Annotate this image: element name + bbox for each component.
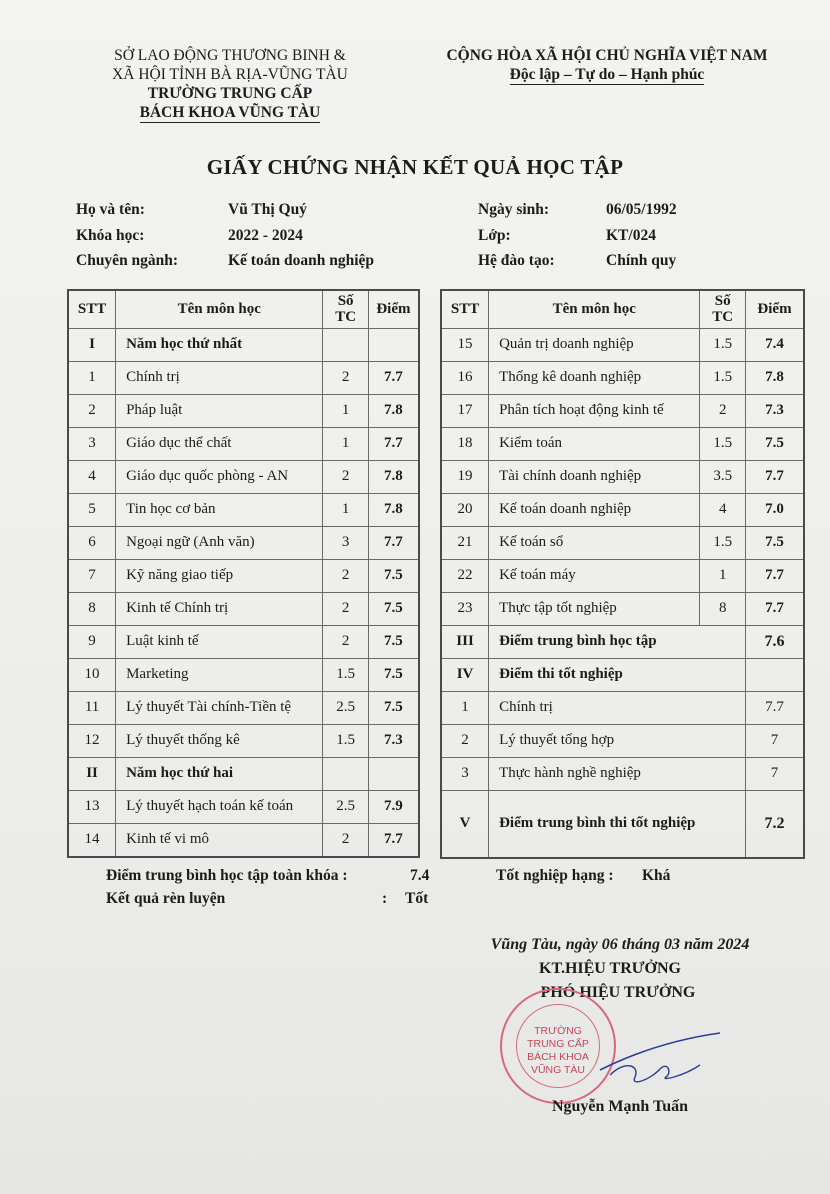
row-subject: Lý thuyết hạch toán kế toán <box>116 790 323 823</box>
row-credits: 3.5 <box>700 460 746 493</box>
row-subject: Chính trị <box>489 691 746 724</box>
issuer-block <box>70 46 390 123</box>
name-label: Họ và tên: <box>76 201 145 218</box>
table-row <box>68 361 419 394</box>
exam-score-empty <box>745 658 804 691</box>
row-subject: Tài chính doanh nghiệp <box>489 460 700 493</box>
header-credits-line-1: Số <box>714 293 731 310</box>
row-credits: 1.5 <box>323 724 368 757</box>
row-stt: 2 <box>441 724 489 757</box>
row-score: 7.7 <box>368 427 419 460</box>
row-stt: 17 <box>441 394 489 427</box>
row-credits: 2.5 <box>323 691 368 724</box>
row-score: 7.7 <box>745 460 804 493</box>
final-label: Điểm trung bình thi tốt nghiệp <box>489 790 746 858</box>
header-stt: STT <box>68 290 116 328</box>
row-score: 7 <box>745 757 804 790</box>
table-row <box>441 526 804 559</box>
row-stt: 3 <box>68 427 116 460</box>
signer-role-2: PHÓ HIỆU TRƯỞNG <box>540 984 696 1001</box>
row-stt: 8 <box>68 592 116 625</box>
final-stt: V <box>441 790 489 858</box>
handwritten-signature <box>590 1025 730 1095</box>
row-score: 7.5 <box>745 427 804 460</box>
header-credits-line-2: TC <box>335 309 357 326</box>
row-stt: 13 <box>68 790 116 823</box>
row-stt: 16 <box>441 361 489 394</box>
row-credits: 1.5 <box>700 328 746 361</box>
row-subject: Kinh tế Chính trị <box>116 592 323 625</box>
row-subject: Lý thuyết Tài chính-Tiền tệ <box>116 691 323 724</box>
dob-label: Ngày sinh: <box>478 201 550 218</box>
row-stt: 3 <box>441 757 489 790</box>
table-row <box>68 625 419 658</box>
row-subject: Ngoại ngữ (Anh văn) <box>116 526 323 559</box>
row-score: 7.0 <box>745 493 804 526</box>
row-stt: 14 <box>68 823 116 857</box>
header-credits-line-1: Số <box>337 293 354 310</box>
row-stt: 15 <box>441 328 489 361</box>
final-row <box>441 790 804 858</box>
table-row <box>441 559 804 592</box>
section-row <box>68 757 419 790</box>
row-credits: 1.5 <box>700 427 746 460</box>
dob-value: 06/05/1992 <box>606 201 677 218</box>
row-subject: Kế toán doanh nghiệp <box>489 493 700 526</box>
row-credits: 8 <box>700 592 746 625</box>
row-subject: Năm học thứ nhất <box>116 328 323 361</box>
exam-stt: IV <box>441 658 489 691</box>
row-subject: Phân tích hoạt động kinh tế <box>489 394 700 427</box>
row-credits: 1.5 <box>323 658 368 691</box>
table-row <box>441 460 804 493</box>
table-header-row <box>441 290 804 328</box>
row-subject: Kỹ năng giao tiếp <box>116 559 323 592</box>
table-row <box>441 427 804 460</box>
row-stt: 21 <box>441 526 489 559</box>
header-credits <box>700 290 746 328</box>
header-score: Điểm <box>368 290 419 328</box>
row-subject: Luật kinh tế <box>116 625 323 658</box>
row-credits: 2 <box>323 361 368 394</box>
header-credits-line-2: TC <box>712 309 734 326</box>
row-subject: Giáo dục quốc phòng - AN <box>116 460 323 493</box>
conduct-value: Tốt <box>405 890 429 907</box>
row-score: 7.5 <box>368 559 419 592</box>
table-row <box>441 493 804 526</box>
row-credits: 4 <box>700 493 746 526</box>
row-stt: 12 <box>68 724 116 757</box>
row-stt: 19 <box>441 460 489 493</box>
row-subject: Chính trị <box>116 361 323 394</box>
row-score: 7.8 <box>368 394 419 427</box>
row-credits: 2 <box>323 823 368 857</box>
row-stt: 4 <box>68 460 116 493</box>
row-score: 7.7 <box>368 361 419 394</box>
row-score: 7.7 <box>745 559 804 592</box>
grades-table-left <box>67 289 420 858</box>
signer-role-1: KT.HIỆU TRƯỞNG <box>539 960 681 977</box>
table-header-row <box>68 290 419 328</box>
table-row <box>441 328 804 361</box>
seal-line-4: VŨNG TÀU <box>530 1064 586 1076</box>
row-credits: 1.5 <box>700 526 746 559</box>
table-row <box>68 823 419 857</box>
row-score: 7.9 <box>368 790 419 823</box>
row-credits: 2 <box>323 625 368 658</box>
issuer-line-1: SỞ LAO ĐỘNG THƯƠNG BINH & <box>114 47 346 64</box>
row-subject: Quản trị doanh nghiệp <box>489 328 700 361</box>
exam-section-row <box>441 658 804 691</box>
section-row <box>68 328 419 361</box>
row-credits: 2 <box>700 394 746 427</box>
row-score: 7.8 <box>368 460 419 493</box>
row-subject: Thực tập tốt nghiệp <box>489 592 700 625</box>
header-credits <box>323 290 368 328</box>
row-score <box>368 328 419 361</box>
row-credits: 2 <box>323 460 368 493</box>
row-stt: 23 <box>441 592 489 625</box>
major-value: Kế toán doanh nghiệp <box>228 252 375 269</box>
row-score: 7.4 <box>745 328 804 361</box>
average-score: 7.6 <box>745 625 804 658</box>
mode-label: Hệ đào tạo: <box>478 252 555 269</box>
overall-label: Điểm trung bình học tập toàn khóa : <box>106 867 348 884</box>
row-credits: 2 <box>323 559 368 592</box>
mode-value: Chính quy <box>606 252 677 269</box>
table-row <box>441 691 804 724</box>
table-row <box>68 427 419 460</box>
header-subject: Tên môn học <box>489 290 700 328</box>
table-row <box>68 592 419 625</box>
table-row <box>441 757 804 790</box>
table-row <box>68 658 419 691</box>
row-subject: Thực hành nghề nghiệp <box>489 757 746 790</box>
table-row <box>68 460 419 493</box>
header-stt: STT <box>441 290 489 328</box>
table-row <box>68 559 419 592</box>
table-row <box>441 724 804 757</box>
national-header <box>412 46 802 85</box>
row-subject: Lý thuyết thống kê <box>116 724 323 757</box>
row-score: 7.7 <box>745 592 804 625</box>
row-score: 7.3 <box>745 394 804 427</box>
row-stt: 9 <box>68 625 116 658</box>
row-subject: Pháp luật <box>116 394 323 427</box>
row-score: 7.5 <box>368 691 419 724</box>
table-row <box>68 790 419 823</box>
name-value: Vũ Thị Quý <box>228 201 307 218</box>
row-subject: Marketing <box>116 658 323 691</box>
table-row <box>441 361 804 394</box>
average-stt: III <box>441 625 489 658</box>
row-score: 7.3 <box>368 724 419 757</box>
row-stt: 5 <box>68 493 116 526</box>
row-subject: Kiểm toán <box>489 427 700 460</box>
row-score: 7.5 <box>368 625 419 658</box>
row-subject: Giáo dục thể chất <box>116 427 323 460</box>
conduct-colon: : <box>382 890 388 907</box>
final-score: 7.2 <box>745 790 804 858</box>
row-credits: 1 <box>323 427 368 460</box>
overall-value: 7.4 <box>410 867 430 884</box>
conduct-label: Kết quả rèn luyện <box>106 890 226 907</box>
row-stt: 7 <box>68 559 116 592</box>
table-row <box>441 394 804 427</box>
row-subject: Kế toán sổ <box>489 526 700 559</box>
rank-label: Tốt nghiệp hạng : <box>496 867 614 884</box>
average-label: Điểm trung bình học tập <box>489 625 746 658</box>
table-row <box>68 493 419 526</box>
row-stt: I <box>68 328 116 361</box>
row-credits: 1 <box>700 559 746 592</box>
table-row <box>68 691 419 724</box>
row-credits: 2 <box>323 592 368 625</box>
header-subject: Tên môn học <box>116 290 323 328</box>
row-stt: 20 <box>441 493 489 526</box>
row-score: 7 <box>745 724 804 757</box>
row-score: 7.7 <box>368 823 419 857</box>
national-title: CỘNG HÒA XÃ HỘI CHỦ NGHĨA VIỆT NAM <box>446 47 768 64</box>
row-stt: 22 <box>441 559 489 592</box>
row-stt: 18 <box>441 427 489 460</box>
seal-line-3: BÁCH KHOA <box>527 1051 589 1063</box>
exam-label: Điểm thi tốt nghiệp <box>489 658 746 691</box>
row-subject: Năm học thứ hai <box>116 757 323 790</box>
issuer-line-2: XÃ HỘI TỈNH BÀ RỊA-VŨNG TÀU <box>112 66 348 83</box>
row-credits: 1.5 <box>700 361 746 394</box>
row-stt: 10 <box>68 658 116 691</box>
row-stt: 2 <box>68 394 116 427</box>
course-label: Khóa học: <box>76 227 145 244</box>
row-score: 7.7 <box>368 526 419 559</box>
row-score: 7.5 <box>368 592 419 625</box>
class-value: KT/024 <box>606 227 656 244</box>
grades-table-right <box>440 289 805 859</box>
major-label: Chuyên ngành: <box>76 252 179 269</box>
row-credits: 1 <box>323 394 368 427</box>
seal-text <box>517 1025 599 1077</box>
row-subject: Thống kê doanh nghiệp <box>489 361 700 394</box>
table-row <box>68 724 419 757</box>
row-score: 7.5 <box>745 526 804 559</box>
row-subject: Lý thuyết tổng hợp <box>489 724 746 757</box>
seal-line-2: TRUNG CẤP <box>527 1038 589 1050</box>
row-subject: Kế toán máy <box>489 559 700 592</box>
issuer-line-4: BÁCH KHOA VŨNG TÀU <box>139 104 321 121</box>
table-row <box>441 592 804 625</box>
row-credits <box>323 328 368 361</box>
issuer-line-3: TRƯỜNG TRUNG CẤP <box>147 85 313 102</box>
seal-inner-ring <box>516 1004 600 1088</box>
place-date: Vũng Tàu, ngày 06 tháng 03 năm 2024 <box>490 936 750 953</box>
row-score: 7.8 <box>368 493 419 526</box>
row-score: 7.8 <box>745 361 804 394</box>
rank-value: Khá <box>642 867 671 884</box>
average-row <box>441 625 804 658</box>
row-score: 7.5 <box>368 658 419 691</box>
row-subject: Kinh tế vi mô <box>116 823 323 857</box>
table-row <box>68 526 419 559</box>
row-credits: 1 <box>323 493 368 526</box>
row-stt: 1 <box>68 361 116 394</box>
row-stt: 6 <box>68 526 116 559</box>
header-score: Điểm <box>745 290 804 328</box>
row-score <box>368 757 419 790</box>
row-stt: 1 <box>441 691 489 724</box>
table-row <box>68 394 419 427</box>
class-label: Lớp: <box>478 227 511 244</box>
course-value: 2022 - 2024 <box>228 227 303 244</box>
row-credits <box>323 757 368 790</box>
row-credits: 3 <box>323 526 368 559</box>
signer-name: Nguyễn Mạnh Tuấn <box>551 1098 689 1115</box>
row-subject: Tin học cơ bản <box>116 493 323 526</box>
row-score: 7.7 <box>745 691 804 724</box>
seal-line-1: TRƯỜNG <box>534 1025 582 1037</box>
row-credits: 2.5 <box>323 790 368 823</box>
row-stt: 11 <box>68 691 116 724</box>
row-stt: II <box>68 757 116 790</box>
national-motto: Độc lập – Tự do – Hạnh phúc <box>509 66 705 83</box>
document-title: GIẤY CHỨNG NHẬN KẾT QUẢ HỌC TẬP <box>206 155 624 179</box>
